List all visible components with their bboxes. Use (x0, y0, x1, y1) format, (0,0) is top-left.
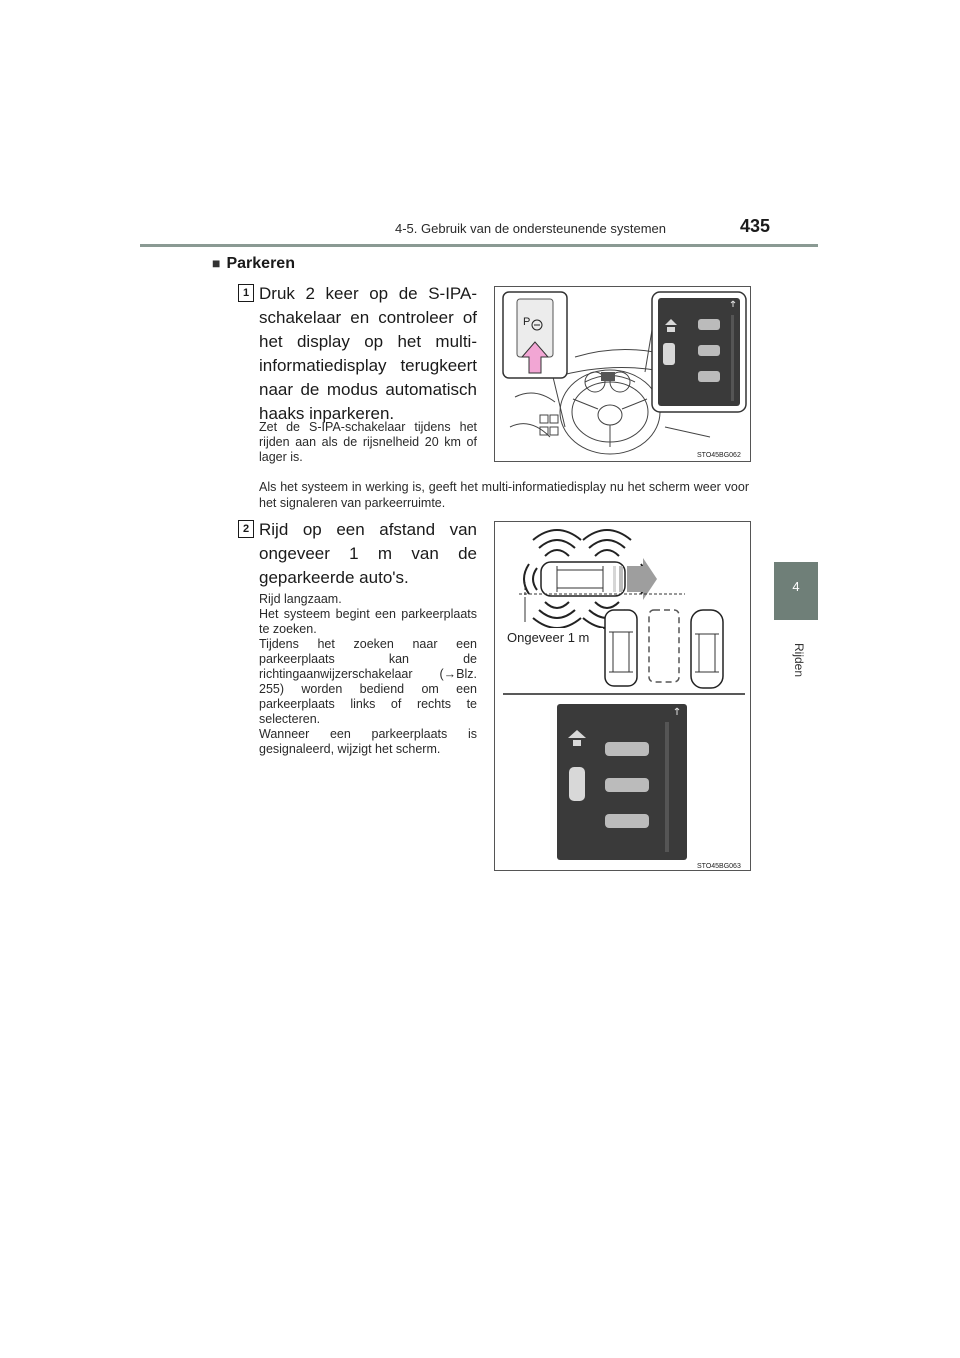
chapter-label: Rijden (792, 642, 806, 678)
header-divider (140, 244, 818, 247)
figure-2-code: STO45BG063 (697, 863, 741, 870)
step-2-text: Rijd op een afstand van ongeveer 1 m van de geparkeerde auto's. (259, 520, 477, 587)
chapter-number: 4 (792, 579, 800, 594)
chapter-tab (774, 562, 818, 620)
figure-s-ipa-switch (494, 286, 751, 462)
distance-label: Ongeveer 1 m (507, 630, 590, 645)
step-number-1: 1 (238, 284, 254, 302)
figure-parking-search (494, 521, 751, 871)
step-2-note: Rijd langzaam. Het systeem begint een parkeerplaats te zoeken. Tijdens het zoeken naar een parkeerplaats kan de richtingaanwijzerschakelaar (→Blz. 255) worden bediend om een parkeerplaats links of rechts te selecteren. Wanneer een parkeerplaats is gesignaleerd, wijzigt het scherm. (259, 592, 477, 756)
svg-text:P: P (523, 316, 531, 328)
page-number: 435 (740, 216, 771, 236)
step-1-text: Druk 2 keer op de S-IPA-schakelaar en controleer of het display op het multi-informatiedisplay terugkeert naar de modus automatisch haaks inparkeren. (259, 284, 477, 423)
section-heading (212, 255, 295, 273)
section-heading-text: Parkeren (226, 255, 295, 272)
step-number-2: 2 (238, 520, 254, 538)
heading-bullet-icon: ■ (212, 255, 221, 271)
header-section-title: 4-5. Gebruik van de ondersteunende systemen (395, 221, 667, 236)
step-1-note: Zet de S-IPA-schakelaar tijdens het rijden aan als de rijsnelheid 20 km of lager is. (259, 420, 477, 464)
parking-search-illustration (495, 522, 750, 870)
dashboard-illustration (495, 287, 750, 461)
figure-1-code: STO45BG062 (697, 452, 741, 459)
step-1-wide-note: Als het systeem in werking is, geeft het multi-informatiedisplay nu het scherm weer voor het signaleren van parkeerruimte. (259, 480, 749, 510)
